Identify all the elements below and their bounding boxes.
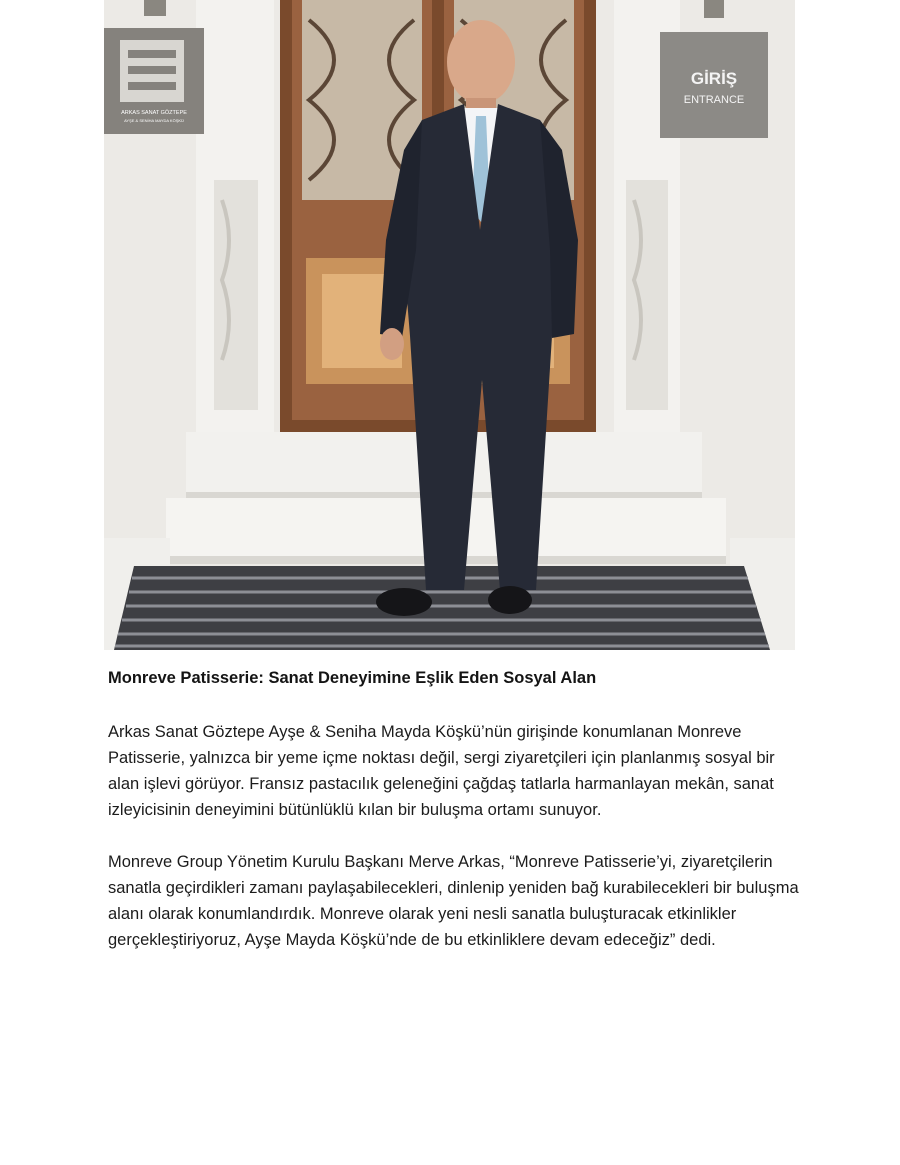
museum-sign — [104, 28, 204, 134]
article-paragraph: Monreve Group Yönetim Kurulu Başkanı Merve Arkas, “Monreve Patisserie’yi, ziyaretçilerin sanatla geçirdikleri zamanı paylaşabilecekleri, dinlenip yeniden bağ kurabilecekleri bir buluşma alanı olarak konumlandırdık. Monreve olarak yeni nesli sanatla buluşturacak etkinlikler gerçekleştiriyoruz, Ayşe Mayda Köşkü’nde de bu etkinliklere devam edeceğiz” dedi. — [108, 853, 799, 949]
entrance-sign — [660, 32, 768, 138]
article-body — [108, 664, 808, 979]
entrance-sign-line1: GİRİŞ — [690, 69, 738, 88]
museum-sign-line2: AYŞE & SENİHA MAYDA KÖŞKÜ — [124, 118, 184, 123]
museum-sign-line1: ARKAS SANAT GÖZTEPE — [121, 110, 187, 116]
photo-illustration — [104, 0, 795, 650]
article-heading: Monreve Patisserie: Sanat Deneyimine Eşlik Eden Sosyal Alan — [108, 669, 597, 687]
entrance-sign-line2: ENTRANCE — [683, 94, 745, 106]
article-photo — [104, 0, 795, 650]
article-paragraph: Arkas Sanat Göztepe Ayşe & Seniha Mayda Köşkü’nün girişinde konumlanan Monreve Patisserie, yalnızca bir yeme içme noktası değil, sergi ziyaretçileri için planlanmış sosyal bir alan işlevi görüyor. Fransız pastacılık geleneğini çağdaş tatlarla harmanlayan mekân, sanat izleyicisinin deneyimini bütünlüklü kılan bir buluşma ortamı sunuyor. — [108, 723, 775, 819]
